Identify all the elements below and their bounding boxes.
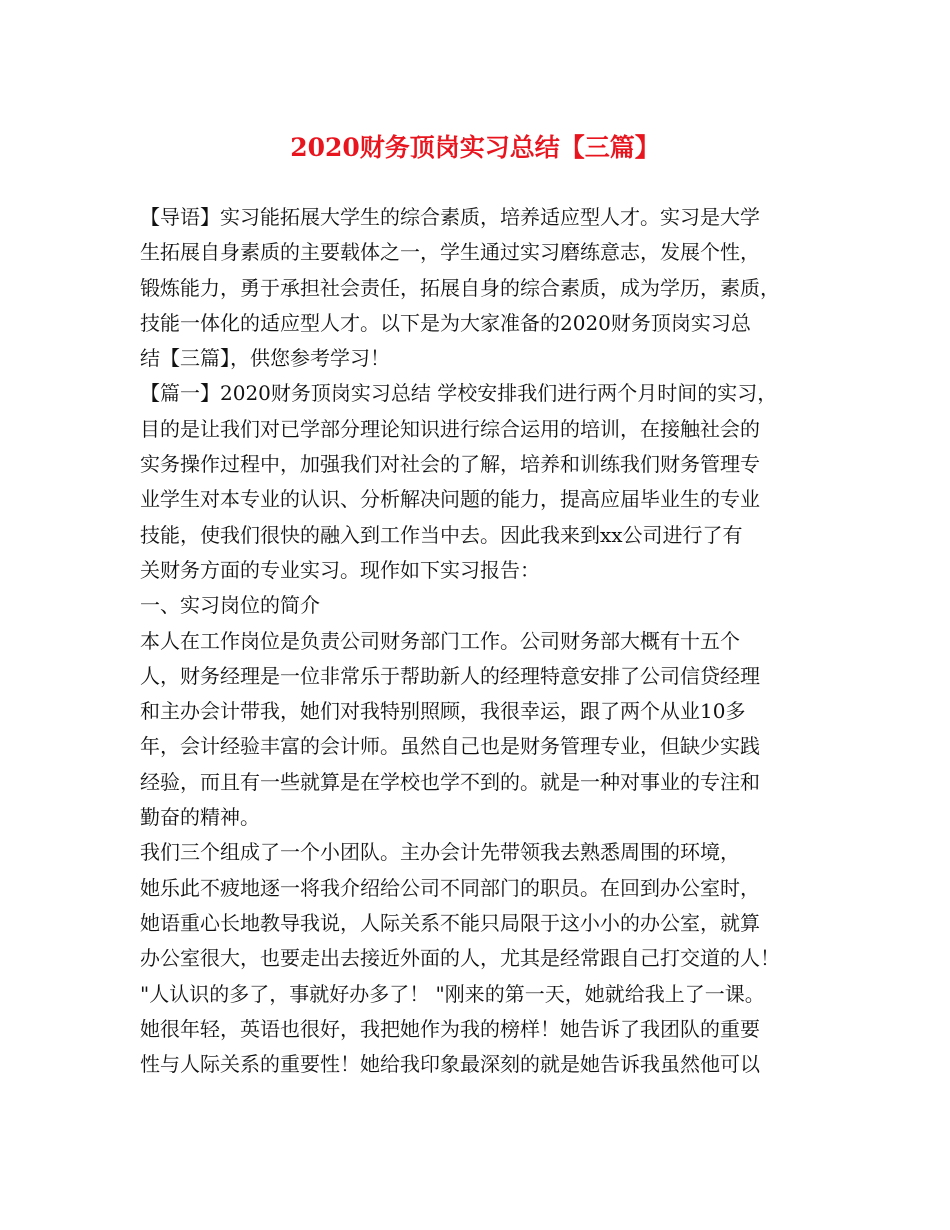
body-line: 年，会计经验丰富的会计师。虽然自己也是财务管理专业，但缺少实践 <box>140 734 760 759</box>
body-line: 实务操作过程中，加强我们对社会的了解，培养和训练我们财务管理专 <box>140 452 760 477</box>
body-line: 技能，使我们很快的融入到工作当中去。因此我来到xx公司进行了有 <box>140 522 743 547</box>
body-line: 技能一体化的适应型人才。以下是为大家准备的2020财务顶岗实习总 <box>140 310 751 335</box>
body-line: 人，财务经理是一位非常乐于帮助新人的经理特意安排了公司信贷经理 <box>140 663 760 688</box>
body-line: 她乐此不疲地逐一将我介绍给公司不同部门的职员。在回到办公室时， <box>140 875 760 900</box>
body-line: 和主办会计带我，她们对我特别照顾，我很幸运，跟了两个从业10多 <box>140 699 746 724</box>
body-line: 【导语】实习能拓展大学生的综合素质，培养适应型人才。实习是大学 <box>140 205 760 229</box>
body-line: 经验，而且有一些就算是在学校也学不到的。就是一种对事业的专注和 <box>140 769 760 794</box>
body-line: 目的是让我们对已学部分理论知识进行综合运用的培训，在接触社会的 <box>140 416 760 441</box>
body-line: 结【三篇】，供您参考学习！ <box>140 346 390 371</box>
body-line: 她语重心长地教导我说，人际关系不能只局限于这小小的办公室，就算 <box>140 910 760 935</box>
body-line: 一、实习岗位的简介 <box>140 593 320 618</box>
body-line: 办公室很大，也要走出去接近外面的人，尤其是经常跟自己打交道的人！ <box>140 946 780 971</box>
document-body <box>140 200 830 1082</box>
body-line: 本人在工作岗位是负责公司财务部门工作。公司财务部大概有十五个 <box>140 628 740 653</box>
body-line: 关财务方面的专业实习。现作如下实习报告： <box>140 557 540 582</box>
body-line: 我们三个组成了一个小团队。主办会计先带领我去熟悉周围的环境， <box>140 840 740 865</box>
body-line: 她很年轻，英语也很好，我把她作为我的榜样！她告诉了我团队的重要 <box>140 1016 760 1041</box>
body-line: "人认识的多了，事就好办多了！ "刚来的第一天，她就给我上了一课。 <box>140 981 765 1006</box>
body-line: 勤奋的精神。 <box>140 805 260 830</box>
body-line: 锻炼能力，勇于承担社会责任，拓展自身的综合素质，成为学历，素质， <box>140 275 780 300</box>
body-line: 性与人际关系的重要性！她给我印象最深刻的就是她告诉我虽然他可以 <box>140 1052 760 1077</box>
body-line: 【篇一】2020财务顶岗实习总结 学校安排我们进行两个月时间的实习， <box>140 381 778 406</box>
document-title: 2020财务顶岗实习总结【三篇】 <box>290 133 660 162</box>
body-line: 业学生对本专业的认识、分析解决问题的能力，提高应届毕业生的专业 <box>140 487 760 512</box>
body-line: 生拓展自身素质的主要载体之一，学生通过实习磨练意志，发展个性， <box>140 240 760 265</box>
